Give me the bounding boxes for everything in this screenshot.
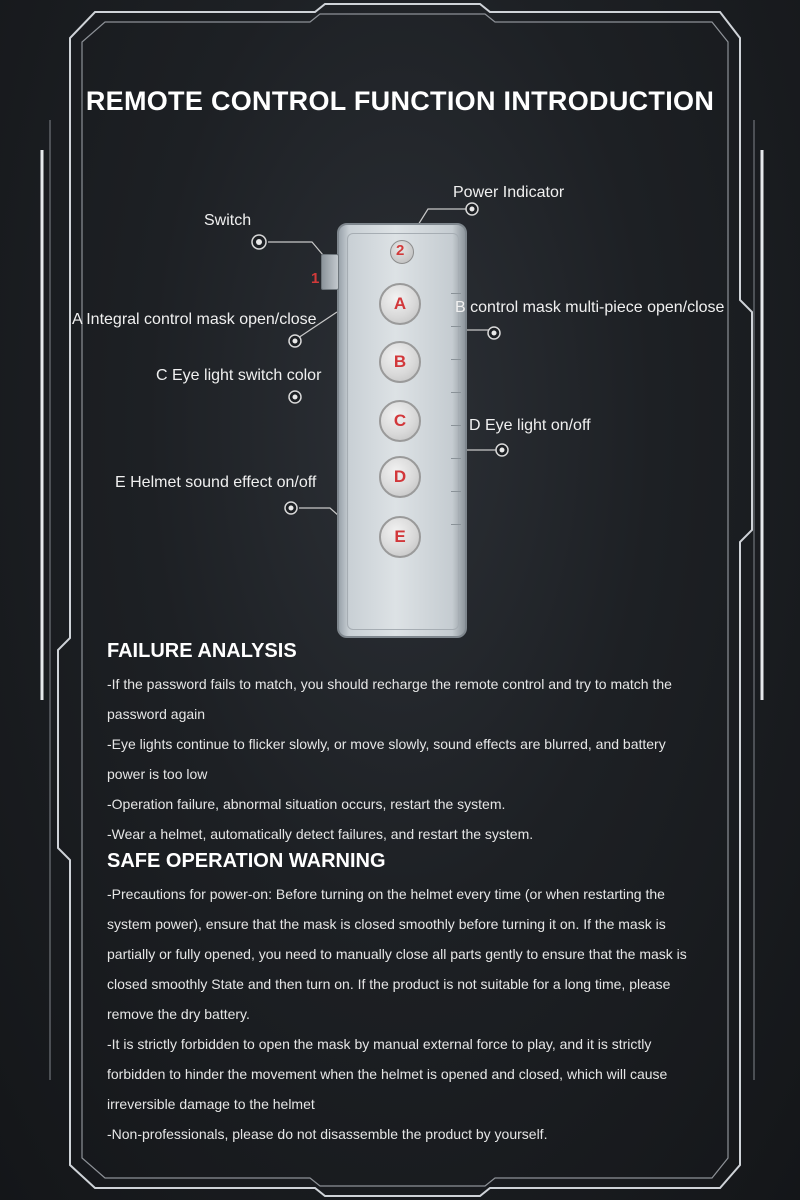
switch-number: 1: [311, 270, 320, 287]
list-item: -Non-professionals, please do not disassemble the product by yourself.: [107, 1126, 548, 1142]
page-title: REMOTE CONTROL FUNCTION INTRODUCTION: [85, 86, 715, 116]
list-item: -If the password fails to match, you should recharge the remote control and try to match the password again: [107, 676, 672, 722]
label-switch: Switch: [204, 212, 252, 229]
button-a[interactable]: A: [379, 283, 421, 325]
list-item: -Precautions for power-on: Before turning on the helmet every time (or when restarting the system power), ensure that the mask is closed smoothly before turning it on. If the mask is partially or fully opened, you need to manually close all parts gently to ensure that the mask is closed smoothly State and then turn on. If the product is not suitable for a long time, please remove the dry battery.: [107, 886, 687, 1022]
label-d: D Eye light on/off: [469, 417, 591, 434]
warning-list: [107, 879, 707, 1149]
power-number: 2: [396, 242, 405, 259]
label-c: C Eye light switch color: [156, 367, 322, 384]
list-item: -Eye lights continue to flicker slowly, or move slowly, sound effects are blurred, and battery power is too low: [107, 736, 666, 782]
button-b[interactable]: B: [379, 341, 421, 383]
side-switch: [321, 254, 339, 290]
label-e: E Helmet sound effect on/off: [115, 474, 317, 491]
list-item: -Operation failure, abnormal situation occurs, restart the system.: [107, 796, 506, 812]
warning-heading: SAFE OPERATION WARNING: [107, 850, 386, 872]
label-a: A Integral control mask open/close: [72, 311, 317, 328]
label-b: B control mask multi-piece open/close: [455, 299, 725, 316]
failure-heading: FAILURE ANALYSIS: [107, 640, 297, 662]
list-item: -It is strictly forbidden to open the mask by manual external force to play, and it is strictly forbidden to hinder the movement when the helmet is opened and closed, which will cause irreversible damage to the helmet: [107, 1036, 668, 1112]
button-d[interactable]: D: [379, 456, 421, 498]
button-e[interactable]: E: [379, 516, 421, 558]
list-item: -Wear a helmet, automatically detect failures, and restart the system.: [107, 826, 534, 842]
failure-list: [107, 669, 707, 849]
button-c[interactable]: C: [379, 400, 421, 442]
label-power-indicator: Power Indicator: [453, 184, 565, 201]
